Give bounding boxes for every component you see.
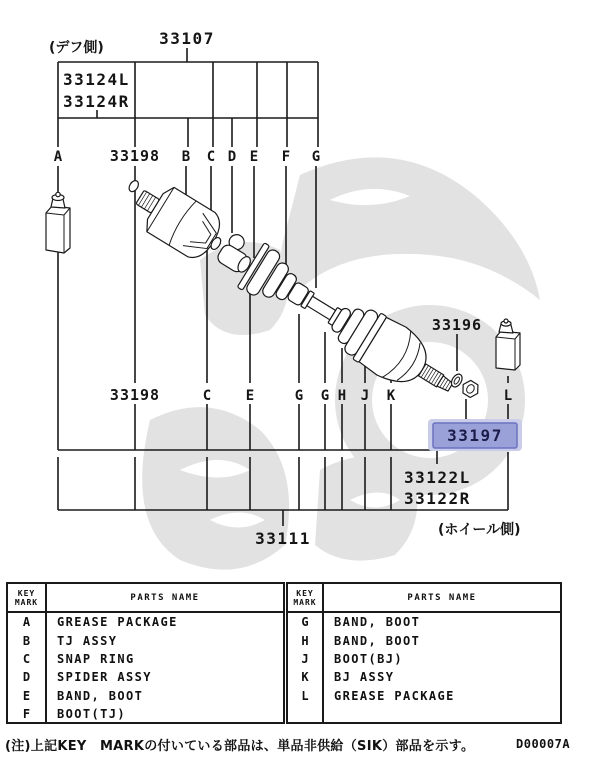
table-row: G BAND, BOOT	[288, 613, 560, 631]
key-table-right	[286, 582, 562, 724]
key-mark-bottom-k: K	[386, 388, 396, 404]
part-number-33122l[interactable]: 33122L	[404, 468, 471, 487]
table-row: F BOOT(TJ)	[8, 705, 283, 723]
key-mark-bottom-g1: G	[294, 388, 304, 404]
key-mark-bottom-j: J	[360, 388, 370, 404]
key-mark-top-d: D	[227, 149, 237, 165]
key-mark-bottom-l: L	[503, 388, 513, 404]
key-mark-header: KEY MARK	[8, 584, 47, 611]
part-number-33124l[interactable]: 33124L	[63, 70, 130, 89]
table-row: C SNAP RING	[8, 650, 283, 668]
key-mark-top-g: G	[311, 149, 321, 165]
table-row: D SPIDER ASSY	[8, 668, 283, 686]
table-row: J BOOT(BJ)	[288, 650, 560, 668]
part-number-33197: 33197	[447, 426, 503, 445]
parts-name-header: PARTS NAME	[130, 592, 200, 603]
grease-package-l-drawing	[496, 319, 520, 370]
key-mark-top-a: A	[53, 149, 63, 165]
grease-package-a-drawing	[46, 192, 70, 253]
table-row: H BAND, BOOT	[288, 631, 560, 649]
table-row: B TJ ASSY	[8, 631, 283, 649]
middle-shaft-drawing	[307, 296, 336, 319]
footnote: (注)上記KEY MARKの付いている部品は、単品非供給（SIK）部品を示す。	[5, 739, 475, 754]
key-table-right-body	[288, 613, 560, 723]
part-number-33198-bottom[interactable]: 33198	[109, 386, 161, 404]
table-row: E BAND, BOOT	[8, 687, 283, 705]
circlip-drawing	[127, 179, 140, 193]
key-table-left-header	[8, 584, 283, 613]
key-mark-bottom-c: C	[202, 388, 212, 404]
table-row: L GREASE PACKAGE	[288, 687, 560, 705]
part-number-33198-top[interactable]: 33198	[109, 147, 161, 165]
part-number-33107[interactable]: 33107	[159, 29, 215, 48]
key-mark-header: KEY MARK	[288, 584, 324, 611]
key-mark-bottom-h: H	[337, 388, 347, 404]
part-number-33124r[interactable]: 33124R	[63, 92, 130, 111]
key-mark-bottom-g2: G	[320, 388, 330, 404]
key-mark-bottom-e: E	[245, 388, 255, 404]
table-row: K BJ ASSY	[288, 668, 560, 686]
key-mark-top-b: B	[181, 149, 191, 165]
wheel-side-label: (ホイール側)	[438, 522, 521, 538]
part-33197-highlight[interactable]	[428, 419, 522, 451]
key-mark-top-e: E	[249, 149, 259, 165]
key-table-left-body	[8, 613, 283, 723]
parts-name-header: PARTS NAME	[407, 592, 477, 603]
key-table-left	[6, 582, 285, 724]
diff-side-label: (デフ側)	[49, 40, 104, 56]
table-row: A GREASE PACKAGE	[8, 613, 283, 631]
part-number-33196[interactable]: 33196	[431, 316, 483, 334]
key-table-right-header	[288, 584, 560, 613]
part-number-33122r[interactable]: 33122R	[404, 489, 471, 508]
key-mark-top-c: C	[206, 149, 216, 165]
part-number-33111[interactable]: 33111	[255, 529, 311, 548]
table-row	[288, 705, 560, 723]
document-code: D00007A	[516, 737, 571, 751]
key-mark-top-f: F	[281, 149, 291, 165]
